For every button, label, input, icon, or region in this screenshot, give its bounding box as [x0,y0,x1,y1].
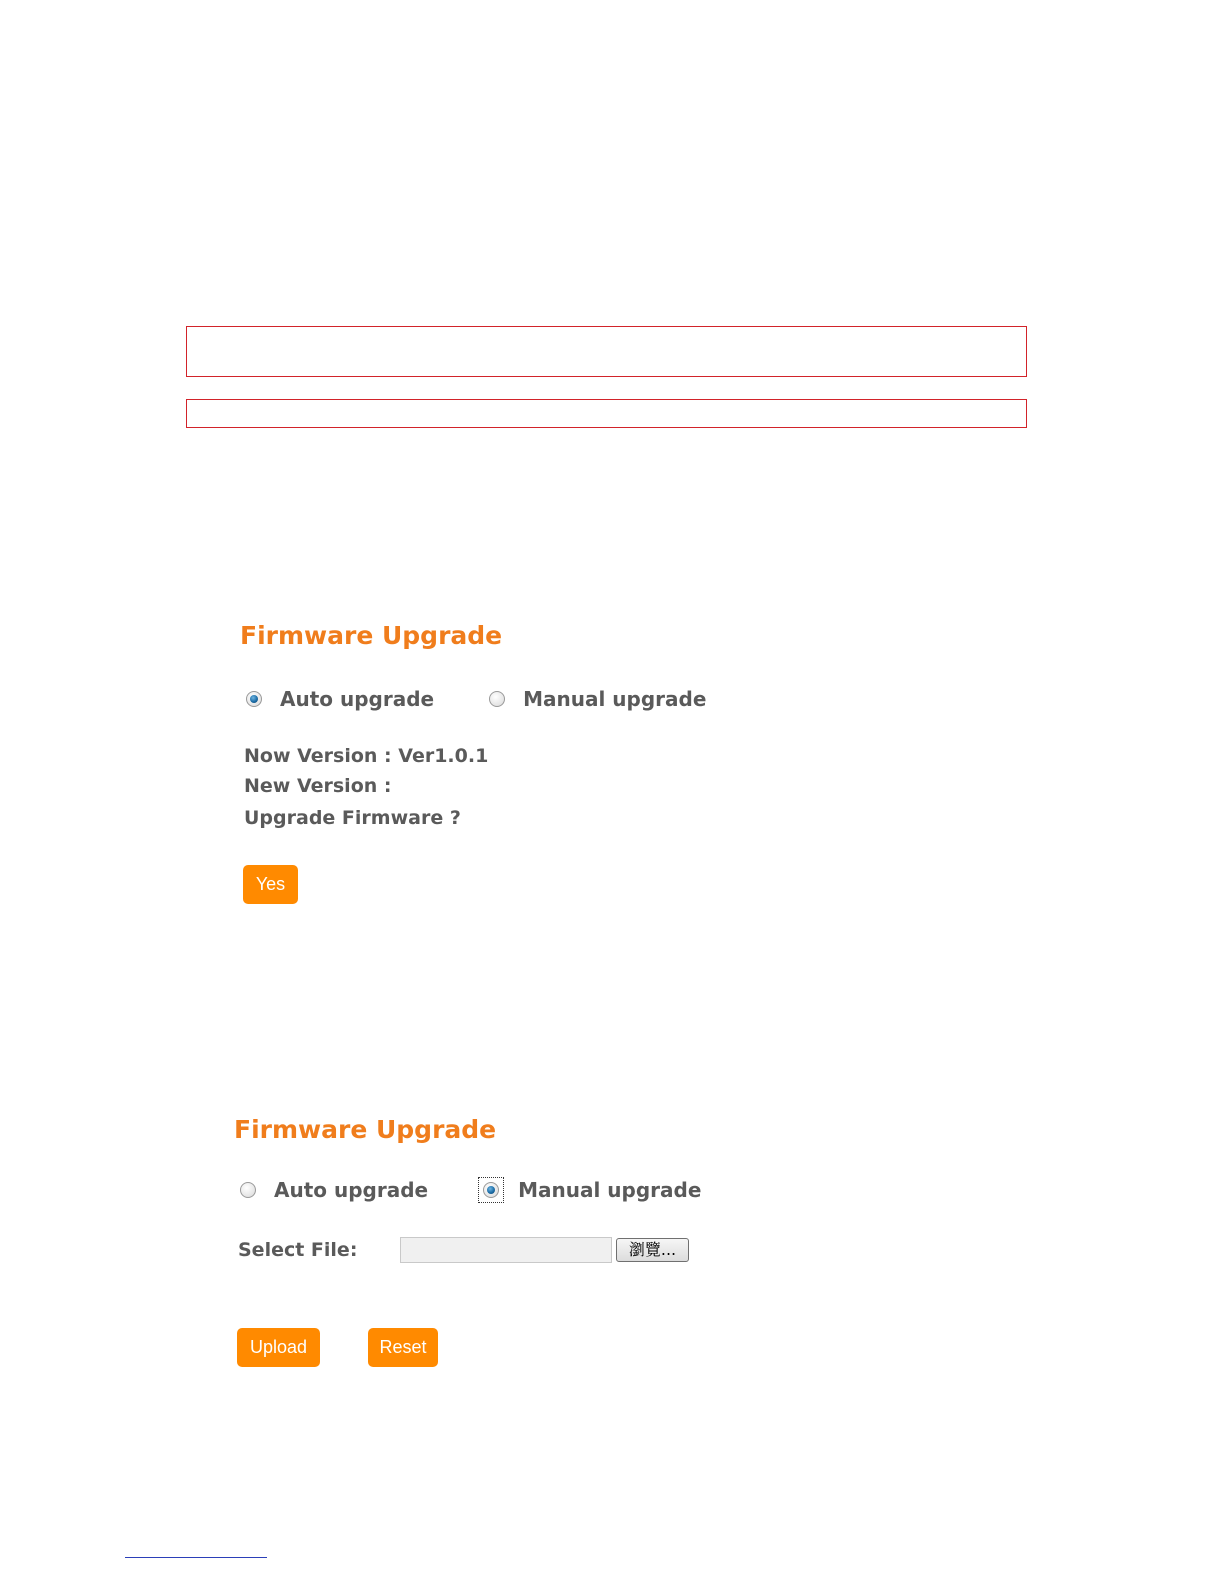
page-title: Firmware Upgrade [240,621,503,650]
yes-button[interactable]: Yes [243,865,298,904]
now-version-text: Now Version : Ver1.0.1 [244,745,489,767]
manual-upgrade-label: Manual upgrade [523,687,707,711]
empty-bordered-box-bottom [186,399,1027,428]
auto-upgrade-radio[interactable] [240,1182,256,1198]
focus-ring [478,1177,504,1203]
upgrade-mode-radio-group [246,687,706,711]
select-file-row [238,1237,689,1263]
empty-bordered-box-top [186,326,1027,377]
manual-upgrade-radio[interactable] [489,691,505,707]
manual-upgrade-option[interactable] [478,1177,701,1203]
auto-upgrade-option[interactable] [246,687,434,711]
file-path-input[interactable] [400,1237,612,1263]
page-title: Firmware Upgrade [234,1115,497,1144]
upload-button[interactable]: Upload [237,1328,320,1367]
new-version-text: New Version : [244,775,392,797]
reset-button[interactable]: Reset [368,1328,438,1367]
auto-upgrade-label: Auto upgrade [280,687,435,711]
upgrade-firmware-question: Upgrade Firmware ? [244,807,461,829]
auto-upgrade-option[interactable] [240,1178,428,1202]
upgrade-mode-radio-group [240,1178,701,1202]
browse-button[interactable]: 瀏覽... [616,1238,689,1262]
footer-link-underline [125,1557,267,1558]
select-file-label: Select File: [238,1239,358,1261]
manual-upgrade-label: Manual upgrade [518,1178,702,1202]
auto-upgrade-radio[interactable] [246,691,262,707]
manual-upgrade-radio[interactable] [483,1182,499,1198]
manual-upgrade-option[interactable] [489,687,706,711]
auto-upgrade-label: Auto upgrade [274,1178,429,1202]
